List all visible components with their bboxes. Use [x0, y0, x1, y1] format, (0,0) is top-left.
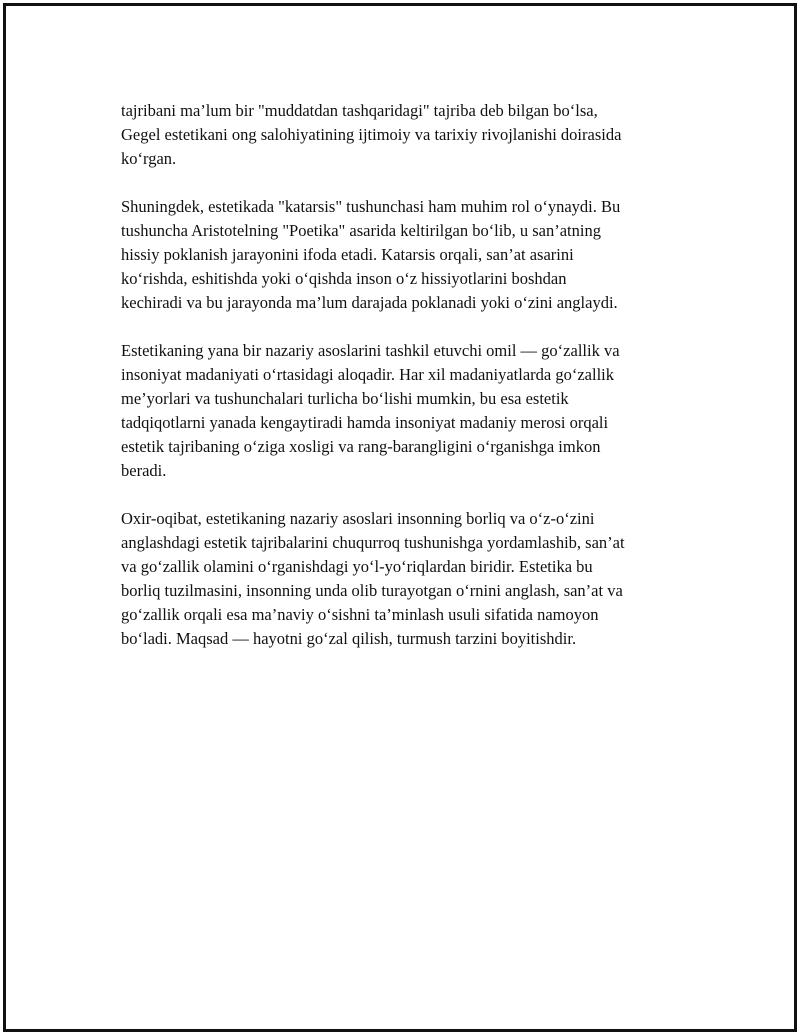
- text-line: estetik tajribaning o‘ziga xosligi va rang-barangligini o‘rganishga imkon: [121, 437, 601, 456]
- text-line: tajribani ma’lum bir "muddatdan tashqaridagi" tajriba deb bilgan bo‘lsa,: [121, 101, 598, 120]
- paragraph-2: [121, 195, 696, 315]
- text-line: va go‘zallik olamini o‘rganishdagi yo‘l-yo‘riqlardan biridir. Estetika bu: [121, 557, 593, 576]
- page-frame: [3, 3, 797, 1032]
- paragraph-3: [121, 339, 696, 483]
- text-line: tushuncha Aristotelning "Poetika" asarida keltirilgan bo‘lib, u san’atning: [121, 221, 601, 240]
- text-line: Estetikaning yana bir nazariy asoslarini tashkil etuvchi omil — go‘zallik va: [121, 341, 620, 360]
- text-line: me’yorlari va tushunchalari turlicha bo‘lishi mumkin, bu esa estetik: [121, 389, 569, 408]
- text-line: ko‘rgan.: [121, 149, 177, 168]
- document-body: [121, 99, 696, 675]
- text-line: ko‘rishda, eshitishda yoki o‘qishda inson o‘z hissiyotlarini boshdan: [121, 269, 567, 288]
- text-line: insoniyat madaniyati o‘rtasidagi aloqadir. Har xil madaniyatlarda go‘zallik: [121, 365, 615, 384]
- text-line: borliq tuzilmasini, insonning unda olib turayotgan o‘rnini anglash, san’at va: [121, 581, 623, 600]
- paragraph-1: [121, 99, 696, 171]
- text-line: Shuningdek, estetikada "katarsis" tushunchasi ham muhim rol o‘ynaydi. Bu: [121, 197, 621, 216]
- text-line: go‘zallik orqali esa ma’naviy o‘sishni ta’minlash usuli sifatida namoyon: [121, 605, 599, 624]
- text-line: Oxir-oqibat, estetikaning nazariy asoslari insonning borliq va o‘z-o‘zini: [121, 509, 595, 528]
- text-line: tadqiqotlarni yanada kengaytiradi hamda insoniyat madaniy merosi orqali: [121, 413, 609, 432]
- text-line: Gegel estetikani ong salohiyatining ijtimoiy va tarixiy rivojlanishi doirasida: [121, 125, 622, 144]
- text-line: anglashdagi estetik tajribalarini chuqurroq tushunishga yordamlashib, san’at: [121, 533, 625, 552]
- paragraph-4: [121, 507, 696, 651]
- text-line: bo‘ladi. Maqsad — hayotni go‘zal qilish, turmush tarzini boyitishdir.: [121, 629, 577, 648]
- text-line: kechiradi va bu jarayonda ma’lum darajada poklanadi yoki o‘zini anglaydi.: [121, 293, 618, 312]
- text-line: hissiy poklanish jarayonini ifoda etadi. Katarsis orqali, san’at asarini: [121, 245, 574, 264]
- text-line: beradi.: [121, 461, 167, 480]
